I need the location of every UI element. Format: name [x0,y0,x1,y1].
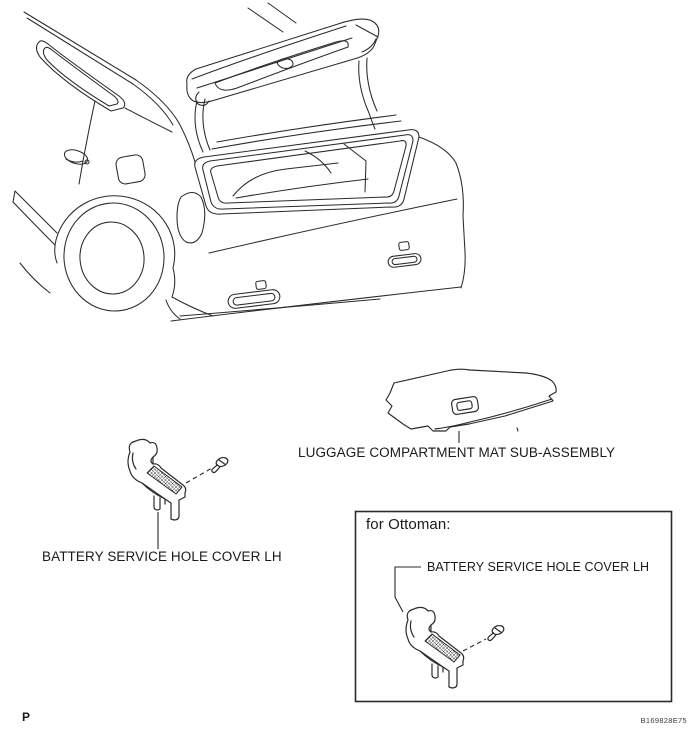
ottoman-battery-cover-illustration [395,567,505,688]
screw-fastener [212,456,229,473]
antenna-lines [248,3,296,32]
ottoman-variant-box [356,512,672,702]
luggage-mat-illustration [386,369,556,431]
mat-handle [451,396,479,415]
figure-code: B169828E75 [640,716,687,725]
trunk-interior [233,144,368,198]
trunk-opening [195,130,419,214]
taillight [177,193,205,243]
fuel-door [115,154,146,185]
luggage-mat-label: LUGGAGE COMPARTMENT MAT SUB-ASSEMBLY [298,445,616,460]
ottoman-heading: for Ottoman: [366,516,451,533]
ottoman-cover-leader-line [395,567,421,612]
rear-bumper [166,137,465,321]
car-rear-trunk-open-illustration [13,3,465,321]
roof-and-pillar [24,12,195,162]
battery-cover-label: BATTERY SERVICE HOLE COVER LH [42,549,282,564]
page-marker: P [22,710,31,724]
screw-dashed-line [463,639,486,651]
screw-dashed-line [186,468,212,483]
screw-fastener [488,624,505,641]
rocker-sill [13,191,57,293]
rear-wheel [55,196,213,316]
door-seam [79,101,95,184]
ottoman-battery-cover-label: BATTERY SERVICE HOLE COVER LH [427,560,650,574]
battery-cover-illustration [128,439,229,549]
